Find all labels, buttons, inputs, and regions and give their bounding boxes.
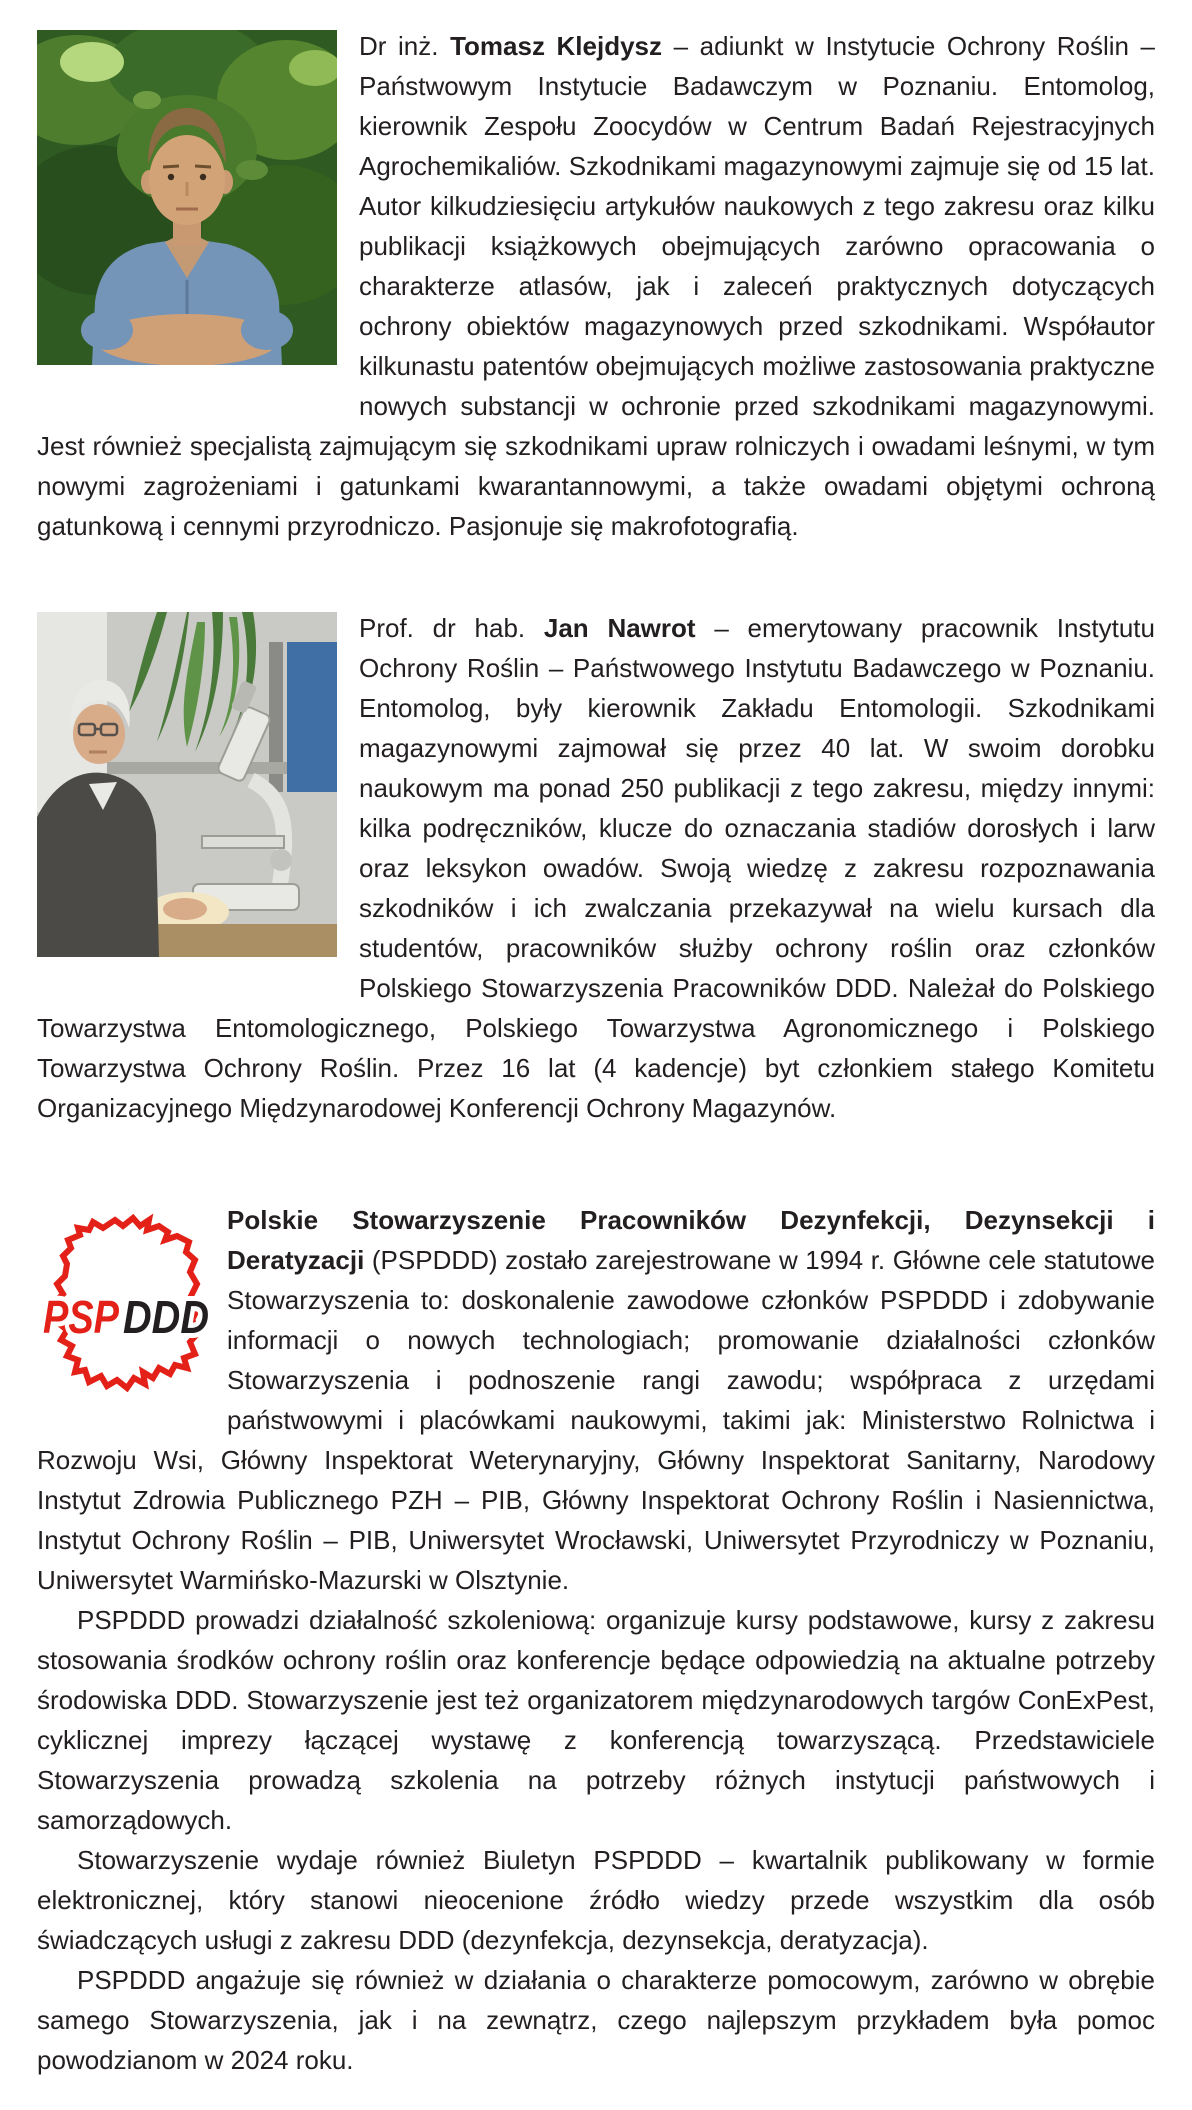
poland-map-logo-icon [37,1202,215,1392]
association-heading: Polskie Stowarzyszenie Pracowników Dezynfekcji, Dezynsekcji i Deratyzacji [227,1205,1155,1275]
photo-jan-nawrot [37,612,337,957]
bio-section-jan-nawrot [37,608,1155,1128]
bio-body: – adiunkt w Instytucie Ochrony Roślin – Państwowym Instytucie Badawczym w Poznaniu. Entomolog, kierownik Zespołu Zoocydów w Centrum Badań Rejestracyjnych Agrochemikaliów. Szkodnikami magazynowymi zajmuje się od 15 lat. Autor kilkudziesięciu artykułów naukowych z tego zakresu oraz kilku publikacji książkowych obejmujących zarówno opracowania o charakterze atlasów, jak i zaleceń praktycznych dotyczących ochrony obiektów magazynowych przed szkodnikami. Współautor kilkunastu patentów obejmujących możliwe zastosowania praktyczne nowych substancji w ochronie przed szkodnikami magazynowymi. Jest również specjalistą zajmującym się szkodnikami upraw rolniczych i owadami leśnymi, w tym nowymi zagrożeniami i gatunkami kwarantannowymi, a także owadami objętymi ochroną gatunkową i cennymi przyrodniczo. Pasjonuje się makrofotografią. [37,31,1155,541]
bio-prefix: Prof. dr hab. [359,613,544,643]
photo-tomasz-klejdysz [37,30,337,365]
portrait-photo-illustration [37,30,337,365]
bio-prefix: Dr inż. [359,31,451,61]
portrait-photo-illustration [37,612,337,957]
association-section-pspddd [37,1200,1155,2080]
bio-body: – emerytowany pracownik Instytutu Ochrony Roślin – Państwowego Instytutu Badawczego w Poznaniu. Entomolog, były kierownik Zakładu Entomologii. Szkodnikami magazynowymi zajmował się przez 40 lat. W swoim dorobku naukowym ma ponad 250 publikacji z tego zakresu, między innymi: kilka podręczników, klucze do oznaczania stadiów dorosłych i larw oraz leksykon owadów. Swoją wiedzę z zakresu rozpoznawania szkodników i ich zwalczania przekazywał na wielu kursach dla studentów, pracowników służby ochrony roślin oraz członków Polskiego Stowarzyszenia Pracowników DDD. Należał do Polskiego Towarzystwa Entomologicznego, Polskiego Towarzystwa Agronomicznego i Polskiego Towarzystwa Ochrony Roślin. Przez 16 lat (4 kadencje) byt członkiem stałego Komitetu Organizacyjnego Międzynarodowej Konferencji Ochrony Magazynów. [37,613,1155,1123]
association-paragraph-4: PSPDDD angażuje się również w działania o charakterze pomocowym, zarówno w obrębie samego Stowarzyszenia, jak i na zewnątrz, czego najlepszym przykładem była pomoc powodzianom w 2024 roku. [37,1965,1155,2075]
association-paragraph-2: PSPDDD prowadzi działalność szkoleniową: organizuje kursy podstawowe, kursy z zakresu stosowania środków ochrony roślin oraz konferencje będące odpowiedzią na aktualne potrzeby środowiska DDD. Stowarzyszenie jest też organizatorem międzynarodowych targów ConExPest, cyklicznej imprezy łączącej wystawę z konferencją towarzyszącą. Przedstawiciele Stowarzyszenia prowadzą szkolenia na potrzeby różnych instytucji państwowych i samorządowych. [37,1605,1155,1835]
logo-text-ddd: DDD [123,1291,209,1343]
pspddd-logo [37,1202,215,1392]
bio-section-tomasz-klejdysz [37,26,1155,546]
association-paragraph-3: Stowarzyszenie wydaje również Biuletyn PSPDDD – kwartalnik publikowany w formie elektronicznej, który stanowi nieocenione źródło wiedzy przede wszystkim dla osób świadczących usługi z zakresu DDD (dezynfekcja, dezynsekcja, deratyzacja). [37,1845,1155,1955]
association-paragraph-1-body: (PSPDDD) zostało zarejestrowane w 1994 r. Główne cele statutowe Stowarzyszenia to: doskonalenie zawodowe członków PSPDDD i zdobywanie informacji o nowych technologiach; promowanie działalności członków Stowarzyszenia i podnoszenie rangi zawodu; współpraca z urzędami państwowymi i placówkami naukowymi, takimi jak: Ministerstwo Rolnictwa i Rozwoju Wsi, Główny Inspektorat Weterynaryjny, Główny Inspektorat Sanitarny, Narodowy Instytut Zdrowia Publicznego PZH – PIB, Główny Inspektorat Ochrony Roślin i Nasiennictwa, Instytut Ochrony Roślin – PIB, Uniwersytet Wrocławski, Uniwersytet Przyrodniczy w Poznaniu, Uniwersytet Warmińsko-Mazurski w Olsztynie. [37,1245,1155,1595]
bio-name: Tomasz Klejdysz [450,31,663,61]
bio-name: Jan Nawrot [543,613,696,643]
logo-text-psp: PSP [43,1291,120,1343]
